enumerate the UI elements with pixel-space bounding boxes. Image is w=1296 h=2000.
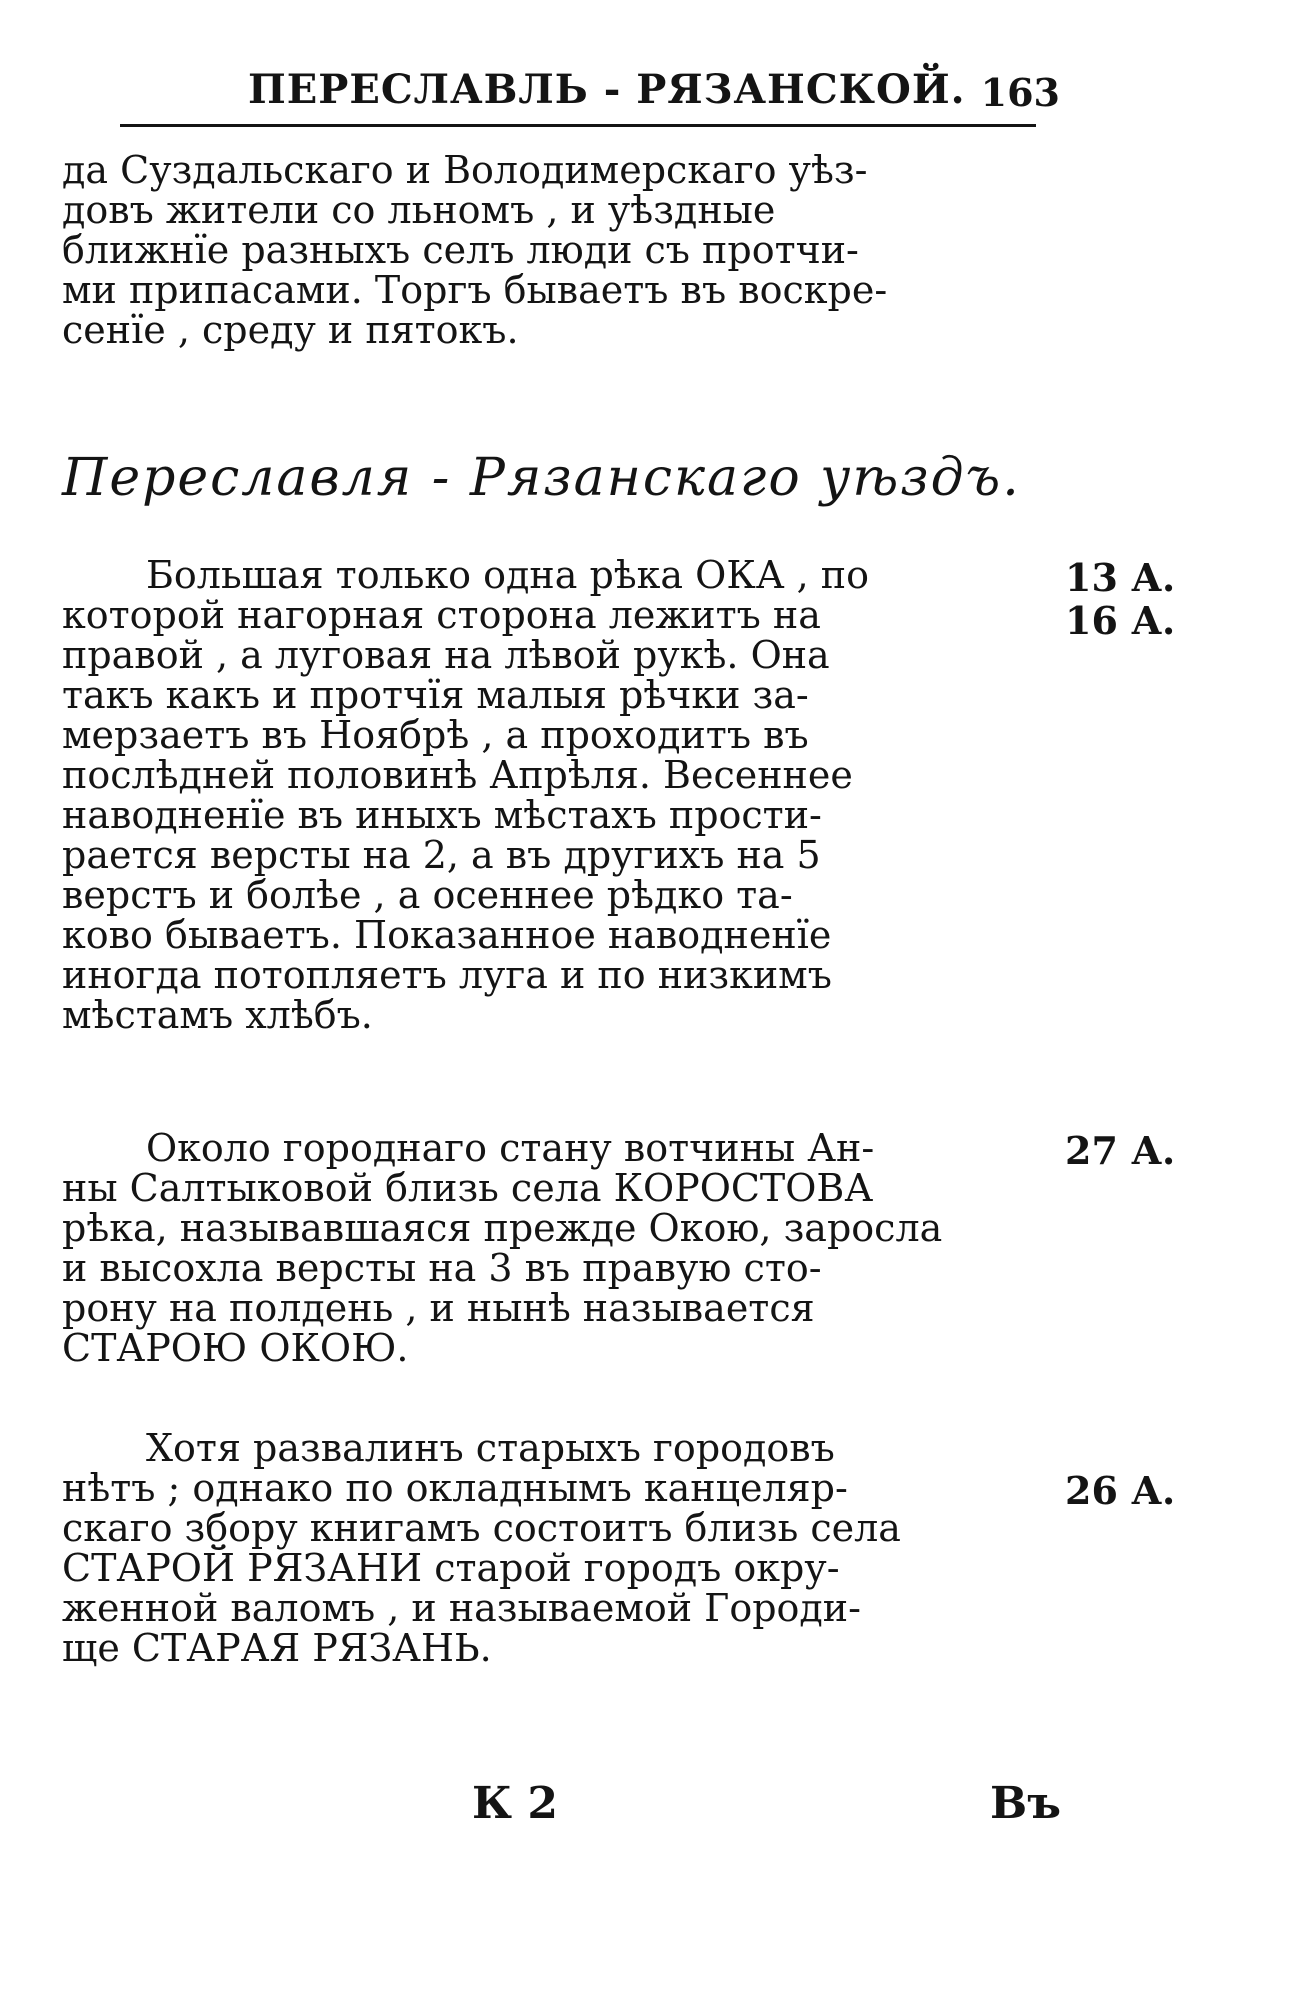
section-heading: Переславля - Рязанскаго уѣздъ. [62,448,1021,508]
text-line: нѣтъ ; однако по окладнымъ канцеляр- [62,1466,848,1510]
running-title: ПЕРЕСЛАВЛЬ - РЯЗАНСКОЙ. [248,66,966,113]
text-line: ми припасами. Торгъ бываетъ въ воскре- [62,268,888,312]
text-line: Хотя развалинъ старыхъ городовъ [146,1426,835,1470]
paragraph-river [62,555,1047,1035]
paragraph-old-oka [62,1128,1047,1368]
text-line: иногда потопляетъ луга и по низкимъ [62,953,832,997]
text-line: да Суздальскаго и Володимерскаго уѣз- [62,148,868,192]
catchword: Въ [990,1778,1061,1829]
page-number: 163 [980,70,1060,115]
text-line: ково бываетъ. Показанное наводненїе [62,913,832,957]
text-line: верстъ и болѣе , а осеннее рѣдко та- [62,873,793,917]
margin-note: 16 А. [1065,598,1176,643]
text-line: рается версты на 2, а въ другихъ на 5 [62,833,821,877]
text-line: СТАРОЙ РЯЗАНИ старой городъ окру- [62,1546,840,1590]
text-line: ны Салтыковой близь села КОРОСТОВА [62,1166,874,1210]
header-rule [120,124,1036,127]
text-line: такъ какъ и протчїя малыя рѣчки за- [62,673,809,717]
running-header [120,60,1060,120]
text-line: послѣдней половинѣ Апрѣля. Весеннее [62,753,853,797]
text-line: правой , а луговая на лѣвой рукѣ. Она [62,633,830,677]
margin-note: 26 А. [1065,1468,1176,1513]
signature-mark: К 2 [472,1778,558,1829]
text-line: рону на полдень , и нынѣ называется [62,1286,815,1330]
text-line: ще СТАРАЯ РЯЗАНЬ. [62,1626,492,1670]
text-line: наводненїе въ иныхъ мѣстахъ прости- [62,793,822,837]
text-line: довъ жители со льномъ , и уѣздные [62,188,776,232]
text-line: рѣка, называвшаяся прежде Окою, заросла [62,1206,943,1250]
paragraph-old-ryazan [62,1428,1047,1668]
text-line: женной валомъ , и называемой Городи- [62,1586,861,1630]
margin-note: 13 А. [1065,555,1176,600]
text-line: которой нагорная сторона лежитъ на [62,593,821,637]
text-line: мѣстамъ хлѣбъ. [62,993,373,1037]
text-line: Около городнаго стану вотчины Ан- [146,1126,875,1170]
text-line: ближнїе разныхъ селъ люди съ протчи- [62,228,859,272]
paragraph-continuation [62,150,1047,350]
text-line: скаго збору книгамъ состоитъ близь села [62,1506,901,1550]
text-line: мерзаетъ въ Ноябрѣ , а проходитъ въ [62,713,809,757]
margin-note: 27 А. [1065,1128,1176,1173]
text-line: СТАРОЮ ОКОЮ. [62,1326,409,1370]
text-line: и высохла версты на 3 въ правую сто- [62,1246,822,1290]
text-line: Большая только одна рѣка ОКА , по [146,553,869,597]
text-line: сенїе , среду и пятокъ. [62,308,519,352]
